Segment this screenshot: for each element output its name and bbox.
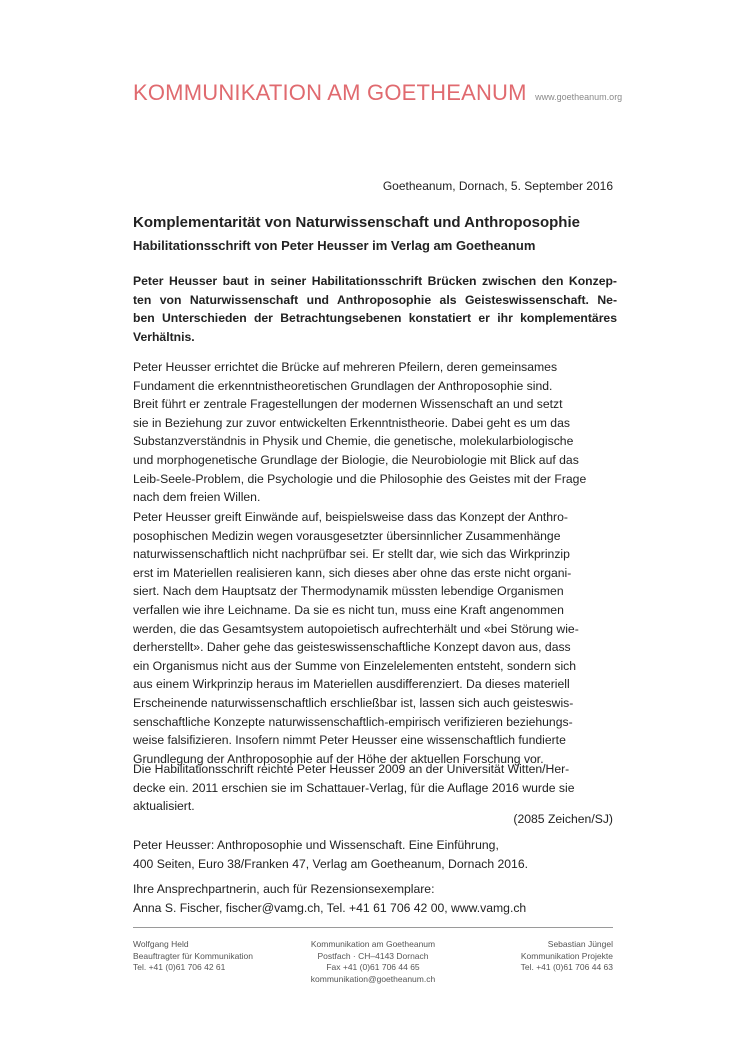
body-line: sie in Beziehung zur zuvor entwickelten Erkenntnistheorie. Dabei geht es um das	[133, 415, 570, 430]
body-line: Peter Heusser greift Einwände auf, beispielsweise dass das Konzept der Anthro-	[133, 510, 568, 524]
body-line: Breit führt er zentrale Fragestellungen der modernen Wissenschaft an und setzt	[133, 397, 563, 412]
lead-line: Verhältnis.	[133, 329, 195, 344]
body-line: decke ein. 2011 erschien sie im Schattauer-Verlag, für die Auflage 2016 wurde sie	[133, 780, 575, 795]
body-line: senschaftliche Konzepte naturwissenschaftlich-empirisch verifizieren beziehungs-	[133, 714, 573, 729]
body-line: Die Habilitationsschrift reichte Peter Heusser 2009 an der Universität Witten/Her-	[133, 762, 570, 776]
body-line: siert. Nach dem Hauptsatz der Thermodynamik müssten lebendige Organismen	[133, 584, 564, 599]
body-line: Leib-Seele-Problem, die Psychologie und die Philosophie des Geistes mit der Frage	[133, 471, 587, 486]
page-subtitle: Habilitationsschrift von Peter Heusser im Verlag am Goetheanum	[133, 238, 536, 253]
body-line: verfallen wie ihre Leichname. Da sie es nicht tun, muss eine Kraft angenommen	[133, 602, 564, 617]
footer-line: Sebastian Jüngel	[547, 939, 613, 949]
book-info-line: 400 Seiten, Euro 38/Franken 47, Verlag am Goetheanum, Dornach 2016.	[133, 856, 528, 871]
body-line: Grundlegung der Anthroposophie auf der Höhe der aktuellen Forschung vor.	[133, 751, 544, 766]
footer-line: Kommunikation Projekte	[520, 950, 613, 961]
body-line: naturwissenschaftlich nicht nachprüfbar sei. Er stellt dar, wie sich das Wirkprinzip	[133, 547, 570, 562]
book-info	[133, 836, 528, 873]
character-count-signature: (2085 Zeichen/SJ)	[513, 812, 613, 826]
contact-line: Ihre Ansprechpartnerin, auch für Rezensionsexemplare:	[133, 882, 435, 896]
page-title: Komplementarität von Naturwissenschaft und Anthroposophie	[133, 214, 580, 231]
body-line: Erscheinende naturwissenschaftlich erschließbar ist, lassen sich auch geisteswis-	[133, 695, 574, 710]
lead-line: ben Unterschieden der Betrachtungsebenen konstatiert er ihr komplementäres	[133, 311, 617, 326]
dateline: Goetheanum, Dornach, 5. September 2016	[382, 179, 613, 193]
footer-contact-left	[133, 939, 253, 974]
footer-email-link[interactable]: kommunikation@goetheanum.ch	[310, 973, 436, 984]
footer-contact-right	[521, 939, 613, 974]
masthead-brand: KOMMUNIKATION AM GOETHEANUM	[133, 80, 527, 105]
footer-line: Wolfgang Held	[133, 939, 189, 949]
body-line: erst im Materiellen realisieren kann, sich dieses aber ohne das erste nicht organi-	[133, 565, 572, 580]
body-line: aktualisiert.	[133, 799, 195, 814]
contact-info	[133, 880, 526, 917]
lead-line: ten von Naturwissenschaft und Anthroposophie als Geisteswissenschaft. Ne-	[133, 292, 617, 307]
contact-line: Anna S. Fischer, fischer@vamg.ch, Tel. +41 61 706 42 00, www.vamg.ch	[133, 900, 527, 915]
body-paragraph-2	[133, 508, 617, 768]
body-line: und morphogenetische Grundlage der Biologie, die Neurobiologie mit Blick auf das	[133, 452, 579, 467]
footer-line: Tel. +41 (0)61 706 42 61	[133, 962, 226, 972]
body-line: ein Organismus nicht aus der Summe von Einzelelementen entsteht, sondern sich	[133, 658, 577, 673]
body-line: Substanzverständnis in Physik und Chemie, die genetische, molekularbiologische	[133, 434, 574, 449]
body-line: posophischen Medizin wegen vorausgesetzter übersinnlicher Zusammenhänge	[133, 528, 561, 543]
footer-line: Tel. +41 (0)61 706 44 63	[520, 962, 613, 972]
body-line: weise falsifizieren. Insofern nimmt Peter Heusser eine wissenschaftlich fundierte	[133, 733, 566, 748]
body-line: derherstellt». Daher gehe das geisteswissenschaftliche Konzept davon aus, dass	[133, 640, 571, 655]
footer-contact-center	[273, 939, 473, 985]
body-paragraph-3	[133, 760, 617, 816]
body-line: werden, die das Gesamtsystem autopoietisch aufrechterhält und «bei Störung wie-	[133, 621, 579, 636]
footer-line: Postfach · CH–4143 Dornach	[317, 950, 429, 961]
body-line: Fundament die erkenntnistheoretischen Grundlagen der Anthroposophie sind.	[133, 378, 553, 393]
lead-paragraph	[133, 272, 617, 346]
body-line: nach dem freien Willen.	[133, 490, 261, 505]
masthead	[133, 80, 622, 106]
masthead-url[interactable]: www.goetheanum.org	[535, 92, 623, 102]
lead-line: Peter Heusser baut in seiner Habilitationsschrift Brücken zwischen den Konzep-	[133, 274, 617, 288]
footer-line: Beauftragter für Kommunikation	[133, 950, 254, 961]
body-line: aus einem Wirkprinzip heraus im Materiellen ausdifferenziert. Da dieses materiell	[133, 677, 570, 692]
footer-line: Fax +41 (0)61 706 44 65	[326, 962, 420, 972]
footer-line: Kommunikation am Goetheanum	[310, 939, 436, 949]
book-info-line: Peter Heusser: Anthroposophie und Wissenschaft. Eine Einführung,	[133, 838, 499, 852]
body-line: Peter Heusser errichtet die Brücke auf mehreren Pfeilern, deren gemeinsames	[133, 360, 558, 374]
body-paragraph-1	[133, 358, 617, 507]
footer-divider	[133, 927, 613, 928]
